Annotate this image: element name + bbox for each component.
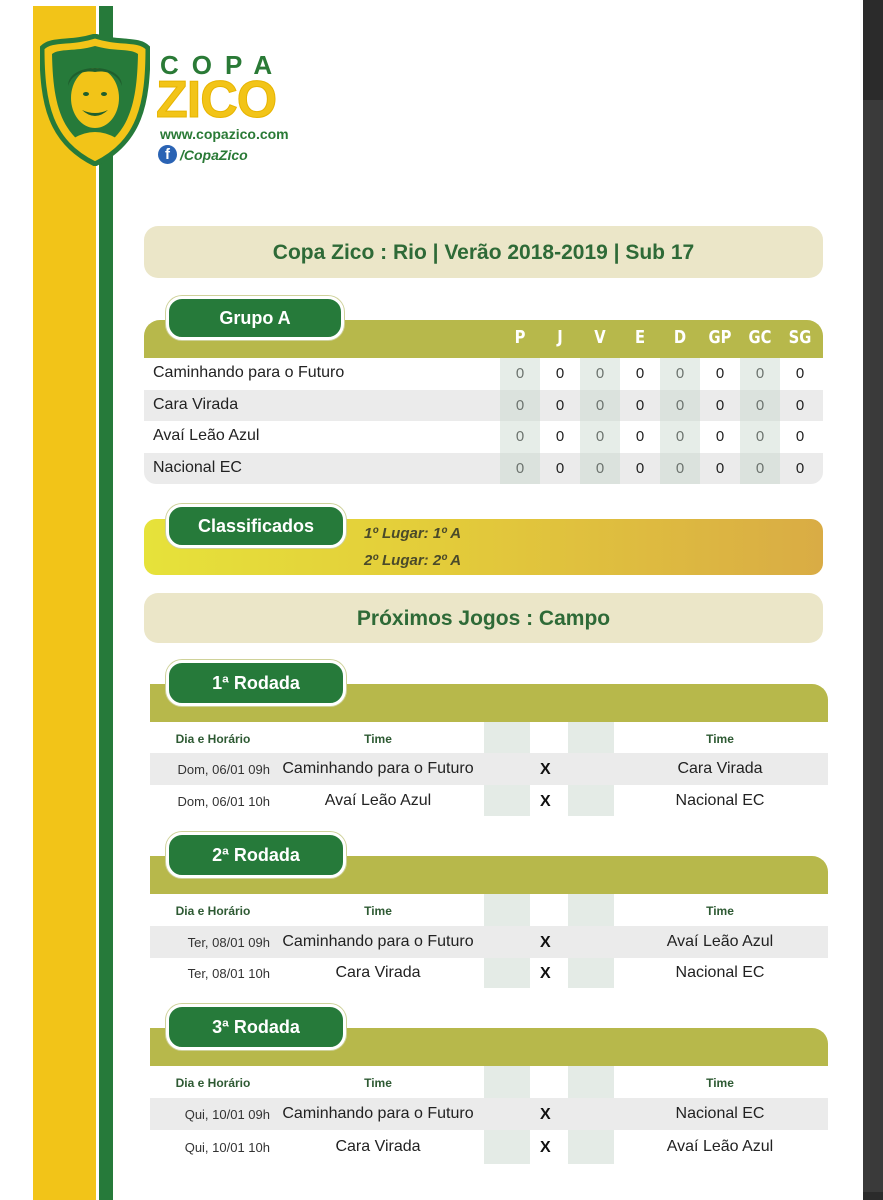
stat-value: 0: [715, 365, 725, 382]
header-home-team: Time: [364, 904, 392, 918]
col-header: SG: [788, 327, 812, 348]
match-date: Dom, 06/01 09h: [177, 762, 270, 777]
stat-value: 0: [715, 397, 725, 414]
stat-value: 0: [515, 460, 525, 477]
column-shade: [660, 358, 700, 484]
match-versus: X: [540, 761, 551, 778]
team-name: Cara Virada: [153, 396, 239, 413]
stat-value: 0: [675, 397, 685, 414]
header-home-team: Time: [364, 1076, 392, 1090]
match-home-team: Caminhando para o Futuro: [282, 1105, 474, 1122]
stat-value: 0: [755, 460, 765, 477]
header-away-team: Time: [706, 1076, 734, 1090]
match-away-team: Cara Virada: [677, 760, 763, 777]
stat-value: 0: [515, 428, 525, 445]
match-away-team: Nacional EC: [675, 964, 765, 981]
match-versus: X: [540, 793, 551, 810]
stat-value: 0: [595, 460, 605, 477]
team-name: Nacional EC: [153, 459, 242, 476]
stat-value: 0: [795, 397, 805, 414]
match-home-team: Caminhando para o Futuro: [282, 933, 474, 950]
column-shade: [500, 358, 540, 484]
page-title: Copa Zico : Rio | Verão 2018-2019 | Sub 17: [144, 226, 823, 278]
stat-value: 0: [595, 397, 605, 414]
col-header: E: [634, 327, 646, 348]
match-home-team: Avaí Leão Azul: [324, 792, 432, 809]
stat-value: 0: [595, 428, 605, 445]
facebook-handle: /CopaZico: [180, 146, 248, 163]
match-date: Ter, 08/01 09h: [187, 935, 270, 950]
stat-value: 0: [635, 397, 645, 414]
match-row: [150, 785, 828, 817]
stat-value: 0: [755, 428, 765, 445]
team-name: Caminhando para o Futuro: [153, 364, 345, 381]
match-date: Qui, 10/01 09h: [184, 1107, 270, 1122]
stat-value: 0: [675, 428, 685, 445]
match-away-team: Avaí Leão Azul: [666, 933, 774, 950]
logo-copa-text: COPA: [160, 50, 286, 80]
match-row: [150, 753, 828, 785]
green-stripe: [99, 6, 113, 1200]
stat-value: 0: [635, 428, 645, 445]
group-label: Grupo A: [166, 296, 344, 340]
next-games-title: Próximos Jogos : Campo: [144, 593, 823, 643]
header-home-team: Time: [364, 732, 392, 746]
match-date: Ter, 08/01 10h: [187, 966, 270, 981]
round-label: 1ª Rodada: [166, 660, 346, 706]
col-header: GP: [708, 327, 732, 348]
column-shade: [740, 358, 780, 484]
stat-value: 0: [635, 365, 645, 382]
team-name: Avaí Leão Azul: [153, 427, 260, 444]
match-versus: X: [540, 965, 551, 982]
header-away-team: Time: [706, 732, 734, 746]
match-home-team: Caminhando para o Futuro: [282, 760, 474, 777]
match-row: [150, 1131, 828, 1163]
standings-row: [144, 421, 823, 452]
stat-value: 0: [795, 460, 805, 477]
stat-value: 0: [715, 428, 725, 445]
header-away-team: Time: [706, 904, 734, 918]
qualified-label: Classificados: [166, 504, 346, 548]
header-date: Dia e Horário: [175, 904, 251, 918]
facebook-link[interactable]: [158, 145, 248, 164]
match-row: [150, 957, 828, 989]
stat-value: 0: [595, 365, 605, 382]
qualified-first: 1º Lugar: 1º A: [364, 525, 462, 542]
col-header: P: [514, 327, 526, 348]
stat-value: 0: [715, 460, 725, 477]
col-header: J: [557, 327, 563, 348]
match-versus: X: [540, 1106, 551, 1123]
header-date: Dia e Horário: [175, 732, 251, 746]
match-away-team: Nacional EC: [675, 1105, 765, 1122]
logo-zico-text: ZICO: [156, 71, 277, 129]
col-header: GC: [748, 327, 772, 348]
round-label: 2ª Rodada: [166, 832, 346, 878]
stat-value: 0: [675, 365, 685, 382]
match-row: [150, 926, 828, 958]
match-home-team: Cara Virada: [335, 1138, 421, 1155]
yellow-stripe: [33, 6, 96, 1200]
facebook-icon: f: [158, 145, 177, 164]
round-label: 3ª Rodada: [166, 1004, 346, 1050]
stat-value: 0: [515, 397, 525, 414]
stat-value: 0: [675, 460, 685, 477]
match-date: Qui, 10/01 10h: [184, 1140, 270, 1155]
standings-row: [144, 390, 823, 421]
zico-shield-logo-icon: [40, 34, 150, 166]
stat-value: 0: [555, 397, 565, 414]
stat-value: 0: [555, 365, 565, 382]
match-versus: X: [540, 1139, 551, 1156]
header-date: Dia e Horário: [175, 1076, 251, 1090]
match-date: Dom, 06/01 10h: [177, 794, 270, 809]
stat-value: 0: [555, 428, 565, 445]
website-link[interactable]: www.copazico.com: [160, 126, 289, 142]
stat-value: 0: [795, 428, 805, 445]
standings-row: [144, 453, 823, 484]
stat-value: 0: [635, 460, 645, 477]
stat-value: 0: [515, 365, 525, 382]
qualified-second: 2º Lugar: 2º A: [364, 552, 462, 569]
stat-value: 0: [555, 460, 565, 477]
column-shade: [580, 358, 620, 484]
stat-value: 0: [755, 397, 765, 414]
match-away-team: Avaí Leão Azul: [666, 1138, 774, 1155]
match-versus: X: [540, 934, 551, 951]
stat-value: 0: [755, 365, 765, 382]
match-away-team: Nacional EC: [675, 792, 765, 809]
match-row: [150, 1098, 828, 1130]
col-header: V: [594, 327, 606, 348]
stat-value: 0: [795, 365, 805, 382]
match-home-team: Cara Virada: [335, 964, 421, 981]
standings-row: [144, 358, 823, 389]
col-header: D: [673, 327, 687, 348]
